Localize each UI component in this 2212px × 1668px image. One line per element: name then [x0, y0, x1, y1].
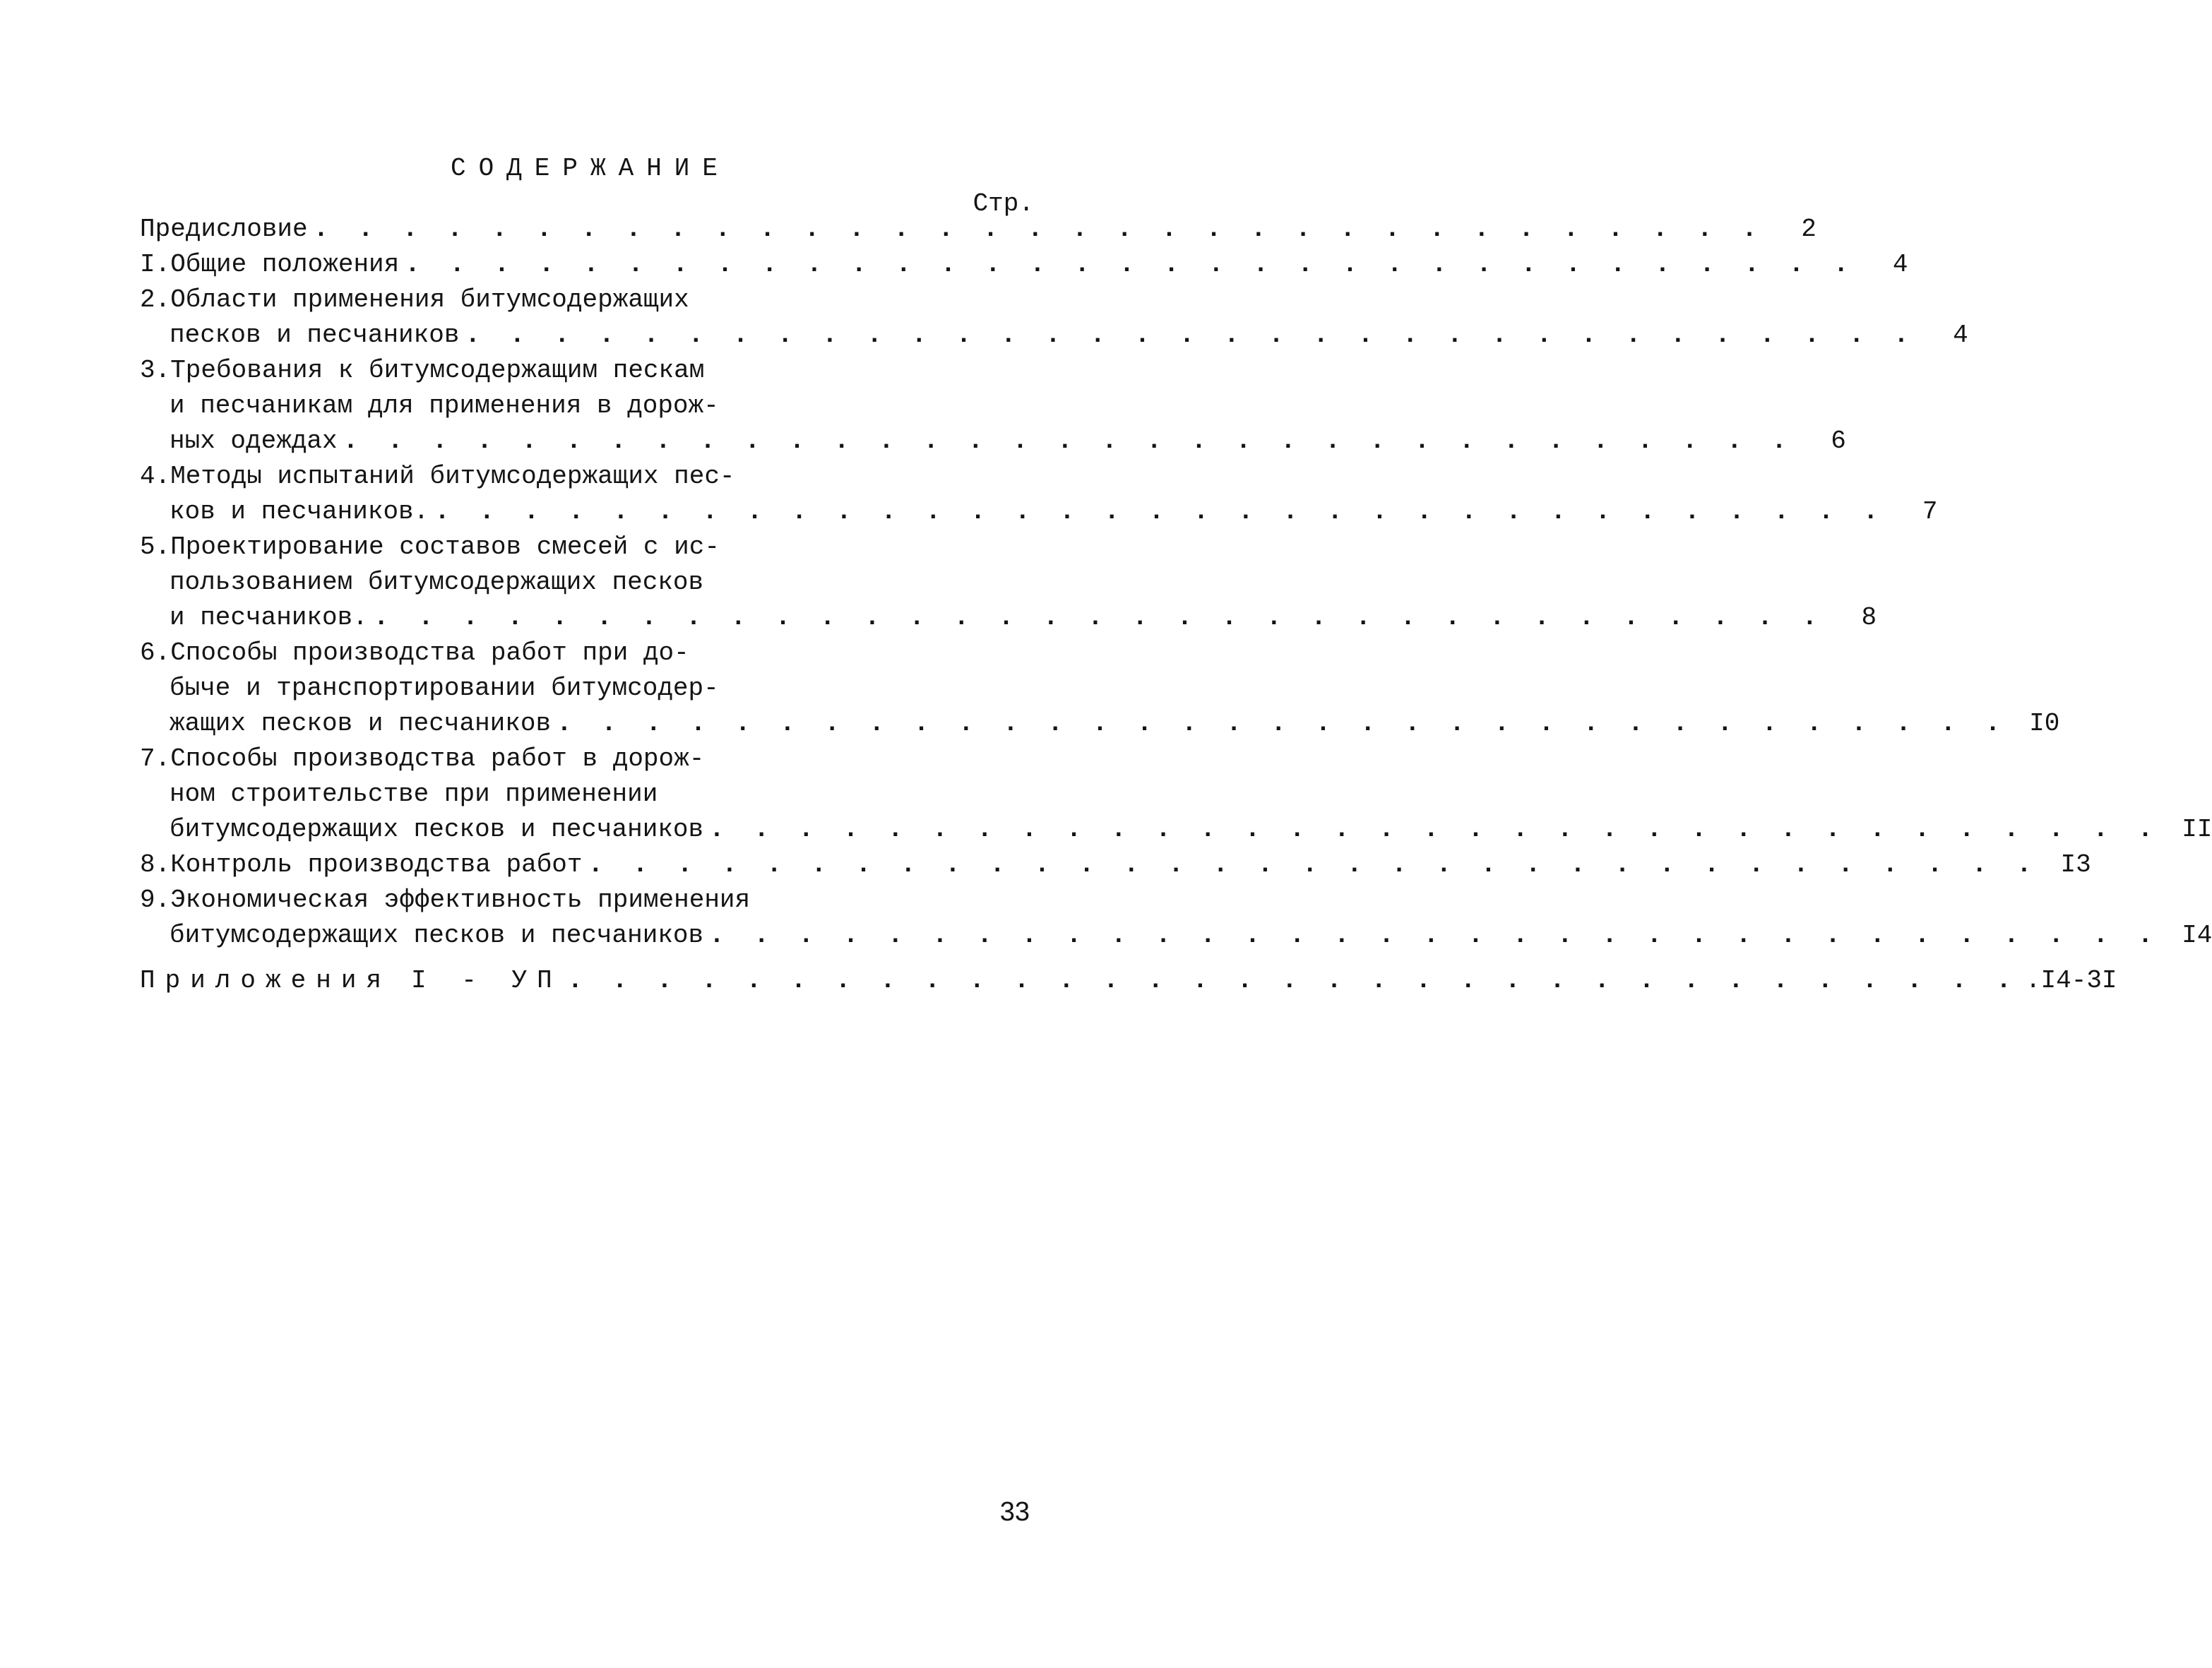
toc-entry-page: 6: [1831, 427, 1846, 455]
toc-entry-text: и песчаников.: [170, 603, 368, 632]
toc-entry-4-line-1: [140, 459, 1017, 494]
toc-entry-3-line-1: [140, 353, 1017, 388]
toc-entry-text: жащих песков и песчаников: [170, 709, 552, 738]
toc-entry-7-line-2: [140, 777, 1017, 812]
toc-entry-text: Предисловие: [140, 215, 308, 244]
page-number: 33: [999, 1497, 1030, 1527]
toc-entry-6-line-3: [140, 706, 2060, 741]
dot-leader: . . . . . . . . . . . . . . . . . . . . . . . . . . . . . . . . .: [343, 427, 1794, 455]
dot-leader: . . . . . . . . . . . . . . . . . . . . . . . . . . . . . . . . .: [434, 497, 1886, 526]
toc-entry-page: I4: [2182, 921, 2212, 950]
toc-entry-text: I.Общие положения: [140, 250, 400, 279]
toc-entry-7-line-1: [140, 741, 1017, 777]
dot-leader: . . . . . . . . . . . . . . . . . . . . . . . . . . . . . . . . .: [405, 250, 1856, 279]
toc-entry-3-line-3: [140, 424, 1846, 459]
toc-entry-text: ном строительстве при применении: [170, 780, 658, 809]
toc-entry-page: 2: [1801, 215, 1816, 244]
toc-entry-text: 4.Методы испытаний битумсодержащих пес-: [140, 462, 735, 491]
toc-entry-text: 5.Проектирование составов смесей с ис-: [140, 532, 720, 561]
dot-leader: . . . . . . . . . . . . . . . . . . . . . . . . . . . . . . . . .: [465, 321, 1916, 350]
toc-entry-text: битумсодержащих песков и песчаников: [170, 815, 704, 844]
toc-entry-text: 8.Контроль производства работ: [140, 850, 583, 879]
toc-entry-5-line-2: [140, 565, 1017, 600]
toc-entry-2-line-2: [140, 318, 1968, 353]
toc-entry-text: ков и песчаников.: [170, 497, 429, 526]
dot-leader: . . . . . . . . . . . . . . . . . . . . . . . . . . . . . . . . .: [588, 850, 2039, 879]
dot-leader: . . . . . . . . . . . . . . . . . . . . . . . . . . . . . . . . .: [709, 815, 2160, 844]
toc-entry-text: 3.Требования к битумсодержащим пескам: [140, 356, 705, 385]
toc-entry-3-line-2: [140, 388, 1017, 424]
toc-entry-text: 6.Способы производства работ при до-: [140, 638, 689, 667]
toc-entry-page: II: [2182, 815, 2212, 844]
appendix-pages: .I4-3I: [2025, 966, 2117, 995]
toc-entry-text: 2.Области применения битумсодержащих: [140, 285, 689, 314]
toc-entry-text: 9.Экономическая эффективность применения: [140, 886, 751, 915]
page-title: СОДЕРЖАНИЕ: [450, 154, 731, 183]
toc-entry-8: [140, 847, 2091, 883]
toc-entry-page: I3: [2060, 850, 2091, 879]
toc-entry-text: песков и песчаников: [170, 321, 460, 350]
toc-entry-9-line-2: [140, 918, 2212, 953]
dot-leader: . . . . . . . . . . . . . . . . . . . . . . . . . . . . . . . . .: [557, 709, 2008, 738]
toc-entry-page: 4: [1892, 250, 1908, 279]
dot-leader: . . . . . . . . . . . . . . . . . . . . . . . . . . . . . . . . .: [373, 603, 1825, 632]
toc-entry-page: 4: [1953, 321, 1968, 350]
toc-entry-page: 7: [1922, 497, 1938, 526]
dot-leader: . . . . . . . . . . . . . . . . . . . . . . . . . . . . . . . . .: [709, 921, 2160, 950]
toc-entry-5-line-3: [140, 600, 1877, 636]
toc-entry-text: и песчаникам для применения в дорож-: [170, 391, 719, 420]
table-of-contents: [140, 212, 2212, 999]
toc-entry-5-line-1: [140, 530, 1017, 565]
toc-entry-page: I0: [2029, 709, 2060, 738]
toc-entry-preface: [140, 212, 1816, 247]
toc-entry-2-line-1: [140, 282, 1017, 318]
toc-entry-6-line-2: [140, 671, 1017, 706]
toc-entry-text: быче и транспортировании битумсодер-: [170, 674, 719, 703]
dot-leader: . . . . . . . . . . . . . . . . . . . . . . . . . . . . . . . . .: [313, 215, 1764, 244]
toc-entry-7-line-3: [140, 812, 2212, 847]
toc-entry-9-line-1: [140, 883, 1017, 918]
toc-entry-text: битумсодержащих песков и песчаников: [170, 921, 704, 950]
toc-entry-appendix: [140, 963, 2117, 999]
dot-leader: . . . . . . . . . . . . . . . . . . . . . . . . . . . . . . . . .: [567, 966, 2018, 995]
toc-entry-1: [140, 247, 1908, 282]
page-column-label: Стр.: [973, 189, 1034, 218]
toc-entry-text: ных одеждах: [170, 427, 338, 455]
appendix-label: Приложения: [140, 966, 392, 995]
toc-entry-4-line-2: [140, 494, 1938, 530]
toc-entry-6-line-1: [140, 636, 1017, 671]
toc-entry-text: 7.Способы производства работ в дорож-: [140, 744, 705, 773]
toc-entry-page: 8: [1861, 603, 1877, 632]
appendix-range: I - УП: [411, 966, 562, 995]
toc-entry-text: пользованием битумсодержащих песков: [170, 568, 704, 597]
